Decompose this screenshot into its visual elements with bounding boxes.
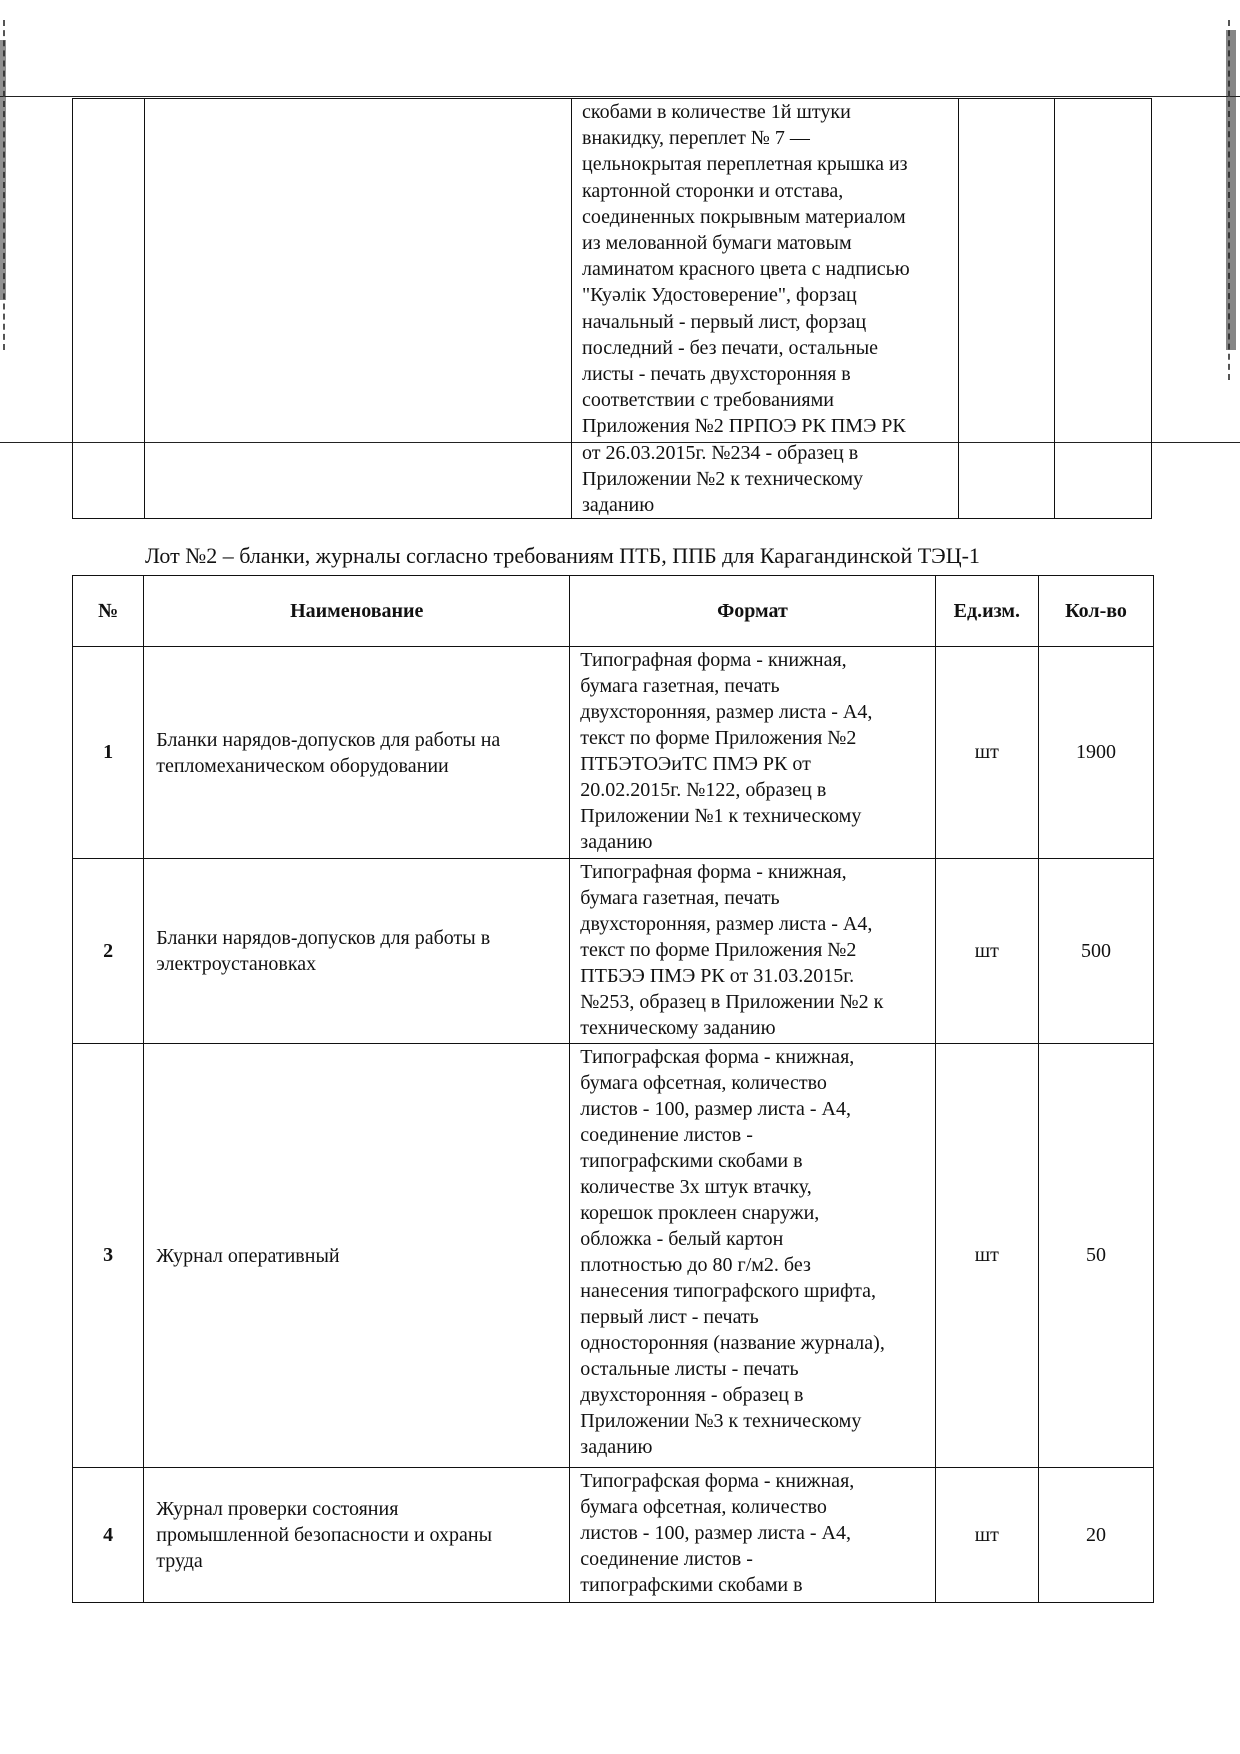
format-line: первый лист - печать [580, 1306, 759, 1328]
format-line: соединение листов - [580, 1124, 753, 1146]
format-line: двухсторонняя, размер листа - А4, [580, 701, 873, 723]
name-line: Журнал проверки состояния [156, 1498, 399, 1520]
row-format [570, 647, 935, 859]
header-qty: Кол-во [1039, 576, 1154, 647]
format-line: Типографская форма - книжная, [580, 1470, 855, 1492]
format-line: количестве 3х штук втачку, [580, 1176, 812, 1198]
row-qty: 500 [1039, 859, 1154, 1044]
header-format: Формат [570, 576, 935, 647]
row-no: 3 [73, 1044, 144, 1468]
format-line: заданию [580, 831, 653, 853]
scan-line-top [0, 96, 1240, 97]
row-no: 4 [73, 1468, 144, 1603]
format-line: Типографная форма - книжная, [580, 861, 847, 883]
continuation-format-cell [572, 99, 959, 519]
format-line: соединение листов - [580, 1548, 753, 1570]
format-line: плотностью до 80 г/м2. без [580, 1254, 811, 1276]
name-line: тепломеханическом оборудовании [156, 754, 449, 777]
format-line: Приложении №1 к техническому [580, 805, 862, 827]
format-line: Типографская форма - книжная, [580, 1046, 855, 1068]
row-name [144, 1468, 570, 1603]
row-name [144, 647, 570, 859]
header-no: № [73, 576, 144, 647]
format-line: бумага офсетная, количество [580, 1072, 827, 1094]
continuation-table [72, 98, 1152, 519]
format-line: скобами в количестве 1й штуки [582, 101, 851, 123]
header-unit: Ед.изм. [935, 576, 1038, 647]
format-line: ламинатом красного цвета с надписью [582, 258, 910, 281]
name-line: труда [156, 1550, 203, 1572]
format-line: типографскими скобами в [580, 1150, 803, 1172]
row-unit: шт [935, 1468, 1038, 1603]
format-line: Приложения №2 ПРПОЭ РК ПМЭ РК [582, 415, 906, 438]
format-line: Типографная форма - книжная, [580, 649, 847, 671]
lot-title: Лот №2 – бланки, журналы согласно требованиям ПТБ, ППБ для Карагандинской ТЭЦ-1 [145, 543, 980, 568]
format-line: начальный - первый лист, форзац [582, 310, 867, 333]
format-line: листов - 100, размер листа - А4, [580, 1098, 851, 1120]
format-line: 20.02.2015г. №122, образец в [580, 779, 827, 801]
format-line: бумага газетная, печать [580, 675, 780, 697]
row-no: 2 [73, 859, 144, 1044]
format-line: внакидку, переплет № 7 — [582, 127, 810, 150]
format-line: корешок проклеен снаружи, [580, 1202, 820, 1224]
continuation-no-cell [73, 99, 145, 519]
format-line: бумага офсетная, количество [580, 1496, 827, 1518]
scan-mark-left [0, 40, 6, 300]
row-qty: 20 [1039, 1468, 1154, 1603]
scan-mark-right [1226, 30, 1236, 350]
table-row [73, 859, 1154, 1044]
format-line: двухсторонняя, размер листа - А4, [580, 913, 873, 935]
row-format [570, 1468, 935, 1603]
format-line: бумага газетная, печать [580, 887, 780, 909]
format-line: заданию [582, 494, 655, 517]
table-row [73, 1468, 1154, 1603]
name-line: Бланки нарядов-допусков для работы в [156, 927, 491, 949]
format-line: Приложении №3 к техническому [580, 1410, 862, 1432]
format-line: ПТБЭТОЭиТС ПМЭ РК от [580, 753, 811, 775]
row-unit: шт [935, 1044, 1038, 1468]
format-line: Приложении №2 к техническому [582, 467, 864, 490]
name-line: электроустановках [156, 953, 317, 975]
continuation-row [73, 99, 1152, 519]
table-header-row [73, 576, 1154, 647]
format-line: "Куәлік Удостоверение", форзац [582, 284, 857, 307]
format-line: текст по форме Приложения №2 [580, 939, 857, 961]
row-unit: шт [935, 859, 1038, 1044]
continuation-unit-cell [959, 99, 1055, 519]
format-line: соединенных покрывным материалом [582, 205, 906, 228]
format-line: техническому заданию [580, 1017, 776, 1039]
name-line: Бланки нарядов-допусков для работы на [156, 728, 501, 751]
format-line: односторонняя (название журнала), [580, 1332, 885, 1354]
format-line: картонной сторонки и отстава, [582, 179, 844, 202]
row-name [144, 1044, 570, 1468]
table-row [73, 647, 1154, 859]
table-row [73, 1044, 1154, 1468]
format-line: заданию [580, 1436, 653, 1458]
row-name [144, 859, 570, 1044]
row-unit: шт [935, 647, 1038, 859]
name-line: промышленной безопасности и охраны [156, 1524, 493, 1546]
continuation-name-cell [145, 99, 572, 519]
format-line: нанесения типографского шрифта, [580, 1280, 876, 1302]
format-line: от 26.03.2015г. №234 - образец в [582, 441, 859, 464]
name-line: Журнал оперативный [156, 1244, 340, 1267]
format-line: соответствии с требованиями [582, 389, 834, 412]
row-qty: 50 [1039, 1044, 1154, 1468]
row-format [570, 1044, 935, 1468]
format-line: остальные листы - печать [580, 1358, 799, 1380]
format-line: листы - печать двухсторонняя в [582, 363, 851, 386]
row-qty: 1900 [1039, 647, 1154, 859]
lot-table [72, 575, 1154, 1603]
format-line: цельнокрытая переплетная крышка из [582, 153, 908, 176]
format-line: последний - без печати, остальные [582, 336, 879, 359]
format-line: №253, образец в Приложении №2 к [580, 991, 884, 1013]
format-line: обложка - белый картон [580, 1228, 784, 1250]
format-line: из мелованной бумаги матовым [582, 232, 852, 255]
continuation-qty-cell [1055, 99, 1152, 519]
row-no: 1 [73, 647, 144, 859]
format-line: типографскими скобами в [580, 1574, 803, 1596]
format-line: листов - 100, размер листа - А4, [580, 1522, 851, 1544]
format-line: двухсторонняя - образец в [580, 1384, 804, 1406]
format-line: текст по форме Приложения №2 [580, 727, 857, 749]
row-format [570, 859, 935, 1044]
format-line: ПТБЭЭ ПМЭ РК от 31.03.2015г. [580, 965, 855, 987]
header-name: Наименование [144, 576, 570, 647]
